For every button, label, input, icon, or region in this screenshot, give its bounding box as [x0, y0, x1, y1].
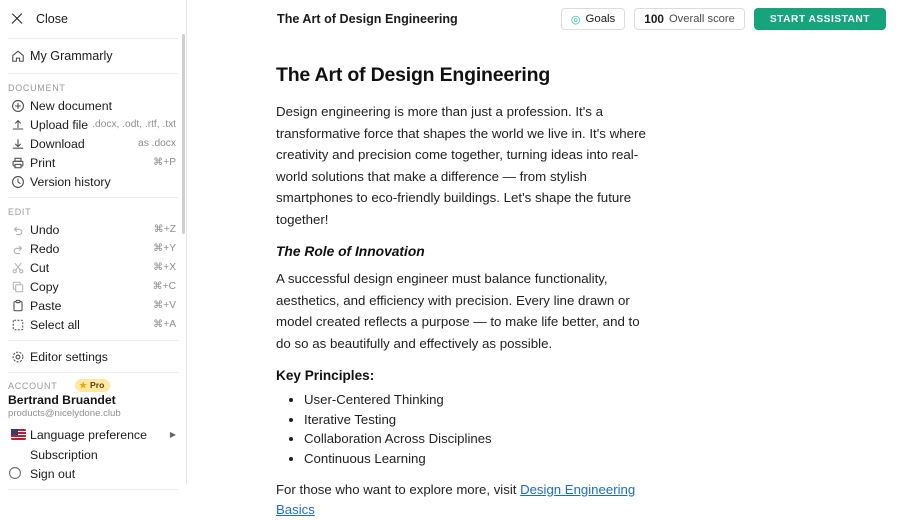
gear-icon: [8, 349, 28, 365]
copy-icon: [8, 279, 28, 295]
target-icon: ◎: [570, 13, 581, 26]
sidebar-item-hint: ⌘+A: [153, 319, 176, 330]
sidebar-item-label: Download: [30, 136, 85, 151]
sidebar-item-version-history[interactable]: [0, 172, 186, 191]
toolbar-actions: [561, 8, 886, 30]
section-label-document: DOCUMENT: [8, 83, 66, 93]
close-icon: [8, 10, 26, 28]
sidebar-item-select-all[interactable]: [0, 315, 186, 334]
score-value: 100: [644, 12, 664, 26]
sidebar-item-label: Subscription: [30, 447, 98, 462]
printer-icon: [8, 155, 28, 171]
doc-intro-paragraph: Design engineering is more than just a profession. It's a transformative force that shapes the world we live in. It's where creativity and precision come together, turning ideas into real-world solutions that make a difference — from stylish smartphones to eco-friendly buildings. Let's shape the future together!: [276, 104, 646, 227]
section-label-account: ACCOUNT: [8, 381, 58, 391]
doc-principles-list: [276, 390, 647, 468]
download-icon: [8, 136, 28, 152]
goals-label: Goals: [585, 13, 616, 25]
sidebar-item-cut[interactable]: [0, 258, 186, 277]
start-assistant-button[interactable]: START ASSISTANT: [754, 8, 886, 30]
list-item: • User-Centered Thinking: [304, 390, 647, 410]
sidebar-item-hint: as .docx: [138, 138, 176, 149]
sidebar-item-subscription[interactable]: [0, 445, 186, 464]
sidebar-item-label: Upload file: [30, 117, 89, 132]
sidebar-item-language-preference[interactable]: [0, 424, 186, 445]
doc-section-heading: The Role of Innovation: [276, 244, 425, 259]
divider: [8, 489, 178, 490]
toolbar: [187, 0, 900, 38]
sidebar-scrollbar[interactable]: [182, 34, 185, 234]
sidebar-item-label: Sign out: [30, 466, 76, 481]
list-item: • Continuous Learning: [304, 449, 647, 469]
sidebar-item-label: Print: [30, 155, 56, 170]
sidebar-item-hint: .docx, .odt, .rtf, .txt: [92, 119, 176, 130]
score-label: Overall score: [668, 13, 735, 25]
pro-badge: [75, 379, 110, 392]
document-editor[interactable]: [187, 38, 647, 520]
spacer-icon: [8, 447, 28, 463]
sidebar-item-my-grammarly[interactable]: [0, 45, 186, 67]
sidebar-item-label: My Grammarly: [30, 49, 113, 63]
sidebar-item-label: Redo: [30, 241, 60, 256]
list-item: • Collaboration Across Disciplines: [304, 429, 647, 449]
sidebar-item-paste[interactable]: [0, 296, 186, 315]
close-menu-button[interactable]: [0, 0, 186, 38]
main-area: [187, 0, 900, 517]
sidebar-item-hint: ⌘+Z: [153, 224, 176, 235]
sidebar-item-print[interactable]: [0, 153, 186, 172]
sidebar-item-label: Copy: [30, 279, 59, 294]
sidebar-item-sign-out[interactable]: [0, 464, 186, 483]
sidebar-item-label: Cut: [30, 260, 50, 275]
star-icon: ★: [79, 379, 88, 390]
sidebar-item-redo[interactable]: [0, 239, 186, 258]
redo-icon: [8, 241, 28, 257]
sidebar-item-label: Editor settings: [30, 349, 108, 364]
sidebar-item-label: Select all: [30, 317, 80, 332]
sidebar-item-hint: ⌘+Y: [153, 243, 176, 254]
doc-heading: The Art of Design Engineering: [276, 64, 551, 86]
sidebar-item-label: Version history: [30, 174, 111, 189]
doc-section-paragraph: A successful design engineer must balance functionality, aesthetics, and efficiency with precision. Every line drawn or model created reflects a purpose — to make life better, and to do so as beautifully and effectively as possible.: [276, 271, 640, 351]
sidebar-item-hint: ⌘+X: [153, 262, 176, 273]
pro-badge-label: Pro: [90, 380, 105, 390]
overall-score[interactable]: [634, 8, 745, 30]
design-engineering-basics-link[interactable]: Design Engineering Basics: [276, 482, 636, 517]
sidebar-item-download[interactable]: [0, 134, 186, 153]
history-icon: [8, 174, 28, 190]
help-icon[interactable]: [8, 466, 24, 482]
sidebar-item-editor-settings[interactable]: [0, 347, 186, 366]
sidebar-item-hint: ⌘+P: [153, 157, 176, 168]
sidebar-item-new-document[interactable]: [0, 96, 186, 115]
doc-closing-text: For those who want to explore more, visit: [276, 482, 521, 497]
sidebar-item-upload-file[interactable]: [0, 115, 186, 134]
sidebar-item-label: Undo: [30, 222, 60, 237]
chevron-right-icon: ▶: [169, 430, 176, 439]
select-all-icon: [8, 317, 28, 333]
clipboard-icon: [8, 298, 28, 314]
sidebar-item-label: Paste: [30, 298, 62, 313]
account-email: products@nicelydone.club: [8, 408, 121, 419]
plus-circle-icon: [8, 98, 28, 114]
section-label-edit: EDIT: [8, 207, 32, 217]
upload-icon: [8, 117, 28, 133]
close-label: Close: [36, 12, 68, 26]
sidebar-item-label: New document: [30, 98, 113, 113]
account-name: Bertrand Bruandet: [8, 393, 116, 407]
scissors-icon: [8, 260, 28, 276]
goals-button[interactable]: [561, 8, 625, 30]
flag-icon: [8, 427, 28, 443]
sidebar-item-hint: ⌘+V: [153, 300, 176, 311]
sidebar-item-copy[interactable]: [0, 277, 186, 296]
doc-principles-heading: Key Principles:: [276, 368, 375, 383]
sidebar-item-label: Language preference: [30, 427, 147, 442]
sidebar-item-undo[interactable]: [0, 220, 186, 239]
document-title: The Art of Design Engineering: [277, 12, 458, 26]
list-item: • Iterative Testing: [304, 410, 647, 430]
sidebar: [0, 0, 187, 484]
home-icon: [8, 48, 28, 64]
undo-icon: [8, 222, 28, 238]
sidebar-item-hint: ⌘+C: [152, 281, 176, 292]
doc-closing-line: [276, 480, 647, 520]
